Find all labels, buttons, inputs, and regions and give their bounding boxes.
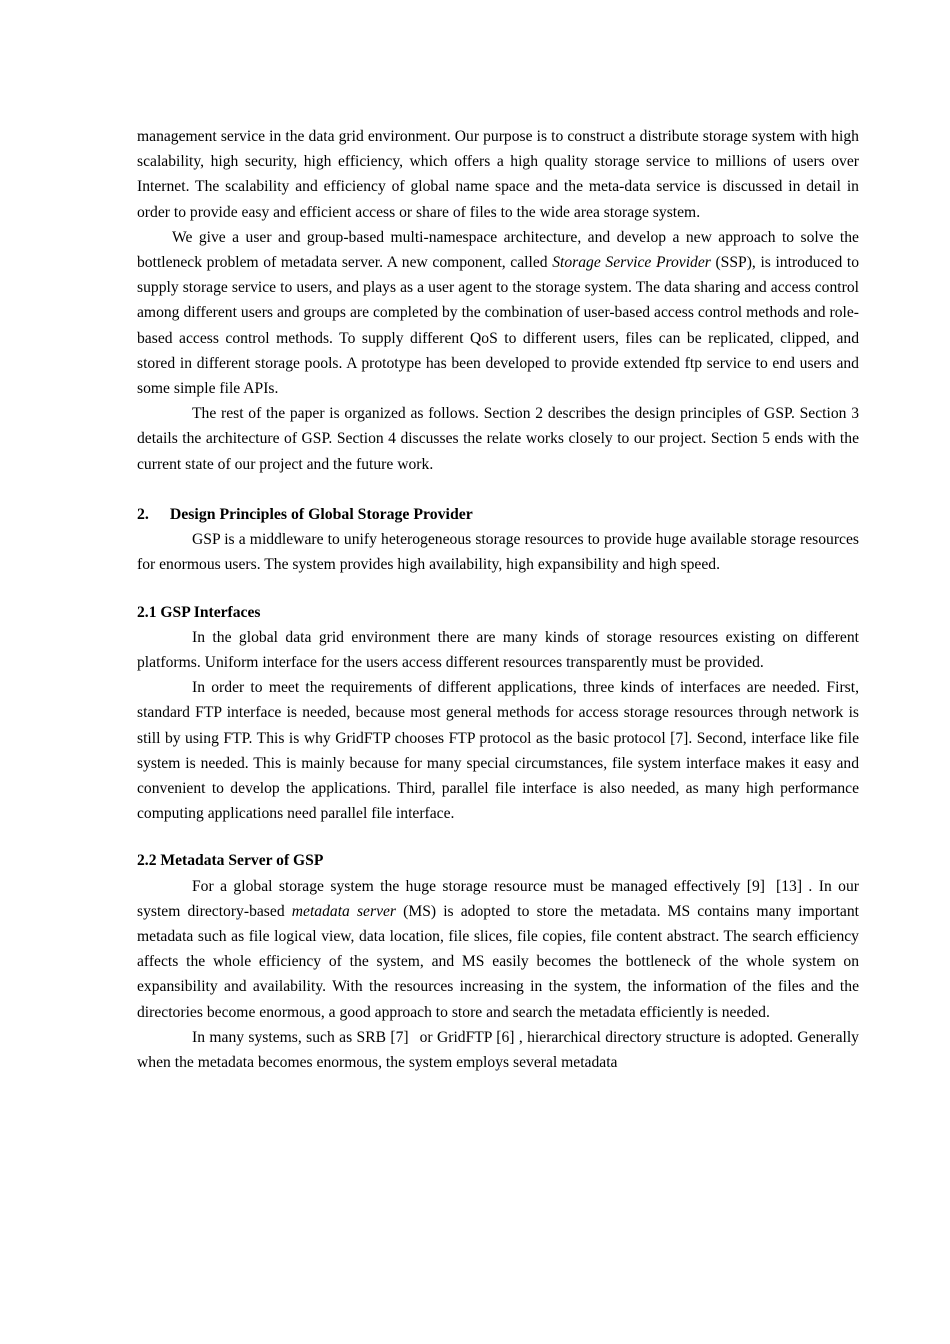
heading-section-2	[137, 502, 859, 527]
paragraph-three-interfaces: In order to meet the requirements of different applications, three kinds of interfaces are needed. First, standard FTP interface is needed, because most general methods for access storage resources through network is still by using FTP. This is why GridFTP chooses FTP protocol as the basic protocol [7]. Second, interface like file system is needed. This is mainly because for many special circumstances, file system interface makes it easy and convenient to develop the applications. Third, parallel file interface is also needed, as many high performance computing applications need parallel file interface.	[137, 679, 859, 823]
section-spacer-above-subheading-2-2	[137, 826, 859, 848]
paragraph-contributions	[137, 225, 859, 401]
hierarchical-paragraph-run-2: or GridFTP [6] , hierarchical directory structure is adopted. Generally when the metadata becomes enormous, the system employs several metadata	[137, 1028, 859, 1072]
term-metadata-server: metadata server	[291, 902, 397, 920]
hierarchical-paragraph-run-1: In many systems, such as SRB [7]	[192, 1028, 409, 1046]
paragraph-metadata-server-detail	[137, 874, 859, 1025]
heading-section-2-title: Design Principles of Global Storage Provider	[169, 506, 473, 524]
metadata-paragraph-run-2: [13] .	[776, 877, 813, 895]
metadata-paragraph-run-5: (MS) is adopted to store the metadata. MS contains many important metadata such as file logical view, data location, file slices, file copies, file content abstract. The search efficiency affects the whole efficiency of the system, and MS easily becomes the bottleneck of the whole system on expansibility and availability. With the resources increasing in the system, the information of the files and the directories become enormous, a good approach to store and search the metadata efficiently is needed.	[137, 902, 859, 1021]
heading-section-2-number: 2.	[137, 506, 149, 524]
subheading-2-1-gsp-interfaces: 2.1 GSP Interfaces	[137, 603, 261, 621]
paragraph-gsp-middleware: GSP is a middleware to unify heterogeneous storage resources to provide huge available storage resources for enormous users. The system provides high availability, high expansibility and high speed.	[137, 531, 859, 574]
paragraph-storage-resources-platforms: In the global data grid environment there are many kinds of storage resources existing on different platforms. Uniform interface for the users access different resources transparently must be provided.	[137, 628, 859, 672]
section-spacer-above-heading-2	[137, 477, 859, 502]
paragraph-paper-organization: The rest of the paper is organized as follows. Section 2 describes the design principles of GSP. Section 3 details the architecture of GSP. Section 4 discusses the relate works closely to our project. Section 5 ends with the current state of our project and the future work.	[137, 405, 859, 473]
term-storage-service-provider: Storage Service Provider	[552, 254, 711, 272]
metadata-paragraph-run-1: For a global storage system the huge storage resource must be managed effectively [9]	[192, 877, 765, 895]
section-spacer-above-subheading-2-1	[137, 578, 859, 600]
metadata-paragraph-run-3: In our system directory-based	[137, 877, 859, 920]
paragraph-contributions-run-3: (SSP), is introduced to supply storage service to users, and plays as a user agent to the storage system. The data sharing and access control among different users and groups are completed by the combination of user-based access control methods and role-based access control methods. To supply different QoS to different users, files can be replicated, clipped, and stored in different storage pools. A prototype has been developed to provide extended ftp service to end users and some simple file APIs.	[137, 254, 859, 398]
page-text-column	[137, 124, 859, 1075]
subheading-2-2-metadata-server: 2.2 Metadata Server of GSP	[137, 852, 324, 870]
paragraph-intro-continuation: management service in the data grid environment. Our purpose is to construct a distribute storage system with high scalability, high security, high efficiency, which offers a high quality storage service to millions of users over Internet. The scalability and efficiency of global name space and the meta-data service is discussed in detail in order to provide easy and efficient access or share of files to the wide area storage system.	[137, 128, 859, 221]
paragraph-contributions-run-1: We give a user and group-based multi-namespace architecture, and develop a new approach to solve the bottleneck problem of metadata server. A new component, called	[137, 228, 859, 272]
paragraph-hierarchical-directory	[137, 1025, 859, 1075]
